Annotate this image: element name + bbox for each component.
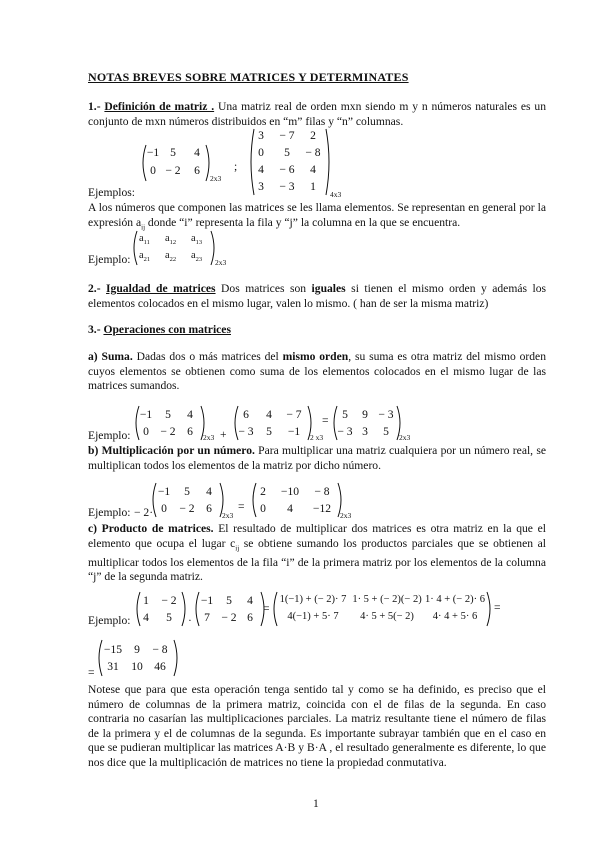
mult-label: b) Multiplicación por un número. <box>88 444 255 457</box>
matrix-cell: 5 <box>226 594 232 607</box>
prod-expansion-matrix <box>271 590 496 630</box>
matrix-cell: −1 <box>287 425 301 438</box>
text: Dadas dos o más matrices del <box>132 350 283 363</box>
index: 21 <box>143 256 151 264</box>
index: 13 <box>195 239 203 247</box>
text: El resultado de multiplicar dos matrices es otra matriz en la que el elemento que ocupa el lugar <box>88 522 546 550</box>
ejemplo-label: Ejemplo: <box>88 429 131 442</box>
matrix-cell: −15 <box>103 643 123 656</box>
text: , su suma es otra matriz del mismo orden cuyos elementos se obtienen como suma de los elementos colocados en el mismo lugar de las matrices sumandos. <box>88 350 546 393</box>
math-ba: B·A <box>307 741 327 755</box>
matrix-cell: 1(−1) + (− 2)· 7 <box>279 594 347 605</box>
matrix-cell: 5 <box>284 146 290 159</box>
letter: a <box>165 250 170 261</box>
matrix-cell: 4 <box>194 146 200 159</box>
matrix-cell: 3 <box>362 425 368 438</box>
text: A los números que componen las matrices se les llama elementos. Se representan en general por la expresión <box>88 201 546 229</box>
bold-term: iguales <box>311 282 346 295</box>
generic-matrix <box>131 229 231 269</box>
matrix-cell: 6 <box>187 425 193 438</box>
matrix-cell: 6 <box>247 611 253 624</box>
matrix-cell: 4· 5 + 5(− 2) <box>360 611 414 622</box>
section-1-paragraph <box>88 100 546 129</box>
matrix-cell: 9 <box>362 408 368 421</box>
matrix-cell: 4 <box>258 163 264 176</box>
scalar-factor: − 2· <box>134 506 154 519</box>
matrix-cell: 4 <box>143 611 149 624</box>
matrix-cell: 1· 5 + (− 2)(− 2) <box>352 594 422 605</box>
matrix-order: 4x3 <box>330 190 342 199</box>
index: 22 <box>169 256 177 264</box>
matrix-cell: 9 <box>134 643 140 656</box>
matrix-cell: − 2 <box>221 611 237 624</box>
prod-note-paragraph <box>88 683 546 771</box>
suma-matrix-b <box>232 404 332 444</box>
ejemplo-label: Ejemplo: <box>88 253 131 266</box>
section-3-heading: Operaciones con matrices <box>103 323 231 336</box>
prod-matrix-a <box>134 590 194 630</box>
matrix-cell: 0 <box>143 425 149 438</box>
document-title: NOTAS BREVES SOBRE MATRICES Y DETERMINATES <box>88 70 409 84</box>
matrix-cell: 0 <box>258 146 264 159</box>
matrix-cell: 1· 4 + (− 2)· 6 <box>425 594 485 605</box>
matrix-cell: − 2 <box>179 502 195 515</box>
matrix-cell: 6 <box>243 408 249 421</box>
matrix-order: 2x3 <box>340 511 352 520</box>
cij-symbol <box>230 537 239 550</box>
page-number: 1 <box>313 797 319 810</box>
suma-label: a) Suma. <box>88 350 133 363</box>
matrix-cell: 0 <box>260 502 266 515</box>
matrix-cell: − 8 <box>152 643 168 656</box>
text: y <box>295 741 308 755</box>
matrix-cell: −1 <box>200 594 214 607</box>
equals-sign: = <box>238 500 245 513</box>
ejemplos-label: Ejemplos: <box>88 186 136 199</box>
product-dot: · <box>188 614 192 627</box>
prod-label: c) Producto de matrices. <box>88 522 214 535</box>
matrix-cell <box>165 250 176 263</box>
matrix-cell: 4 <box>310 163 316 176</box>
matrix-cell: 3 <box>258 180 264 193</box>
matrix-order: 2 x3 <box>310 433 324 442</box>
matrix-cell: 4 <box>206 485 212 498</box>
prod-matrix-b <box>193 590 273 630</box>
matrix-cell: 0 <box>161 502 167 515</box>
matrix-cell <box>165 233 176 246</box>
matrix-cell: 5 <box>184 485 190 498</box>
text: si tienen el mismo orden y además los elementos colocados en el mismo lugar, valen lo mismo. ( han de ser la misma matriz) <box>88 282 547 310</box>
matrix-cell: −10 <box>280 485 300 498</box>
aij-index: ij <box>141 222 146 231</box>
matrix-cell: − 8 <box>314 485 330 498</box>
matrix-order: 2x3 <box>222 511 234 520</box>
index: 11 <box>143 239 150 247</box>
matrix-cell: 5 <box>166 611 172 624</box>
matrix-cell: 5 <box>266 425 272 438</box>
matrix-cell: − 2 <box>161 594 177 607</box>
index: 12 <box>169 239 177 247</box>
bold-term: mismo orden <box>282 350 349 363</box>
section-2-number: 2.- <box>88 282 101 295</box>
matrix-cell: 4 <box>187 408 193 421</box>
matrix-cell: 5 <box>170 146 176 159</box>
matrix-cell: 3 <box>258 129 264 142</box>
matrix-cell: − 7 <box>286 408 302 421</box>
letter: a <box>191 250 196 261</box>
equals-sign: = <box>494 601 501 614</box>
matrix-order: 2x3 <box>399 433 411 442</box>
text: Notese que para que esta operación tenga sentido tal y como se ha definido, es preciso que el número de columnas de la primera matriz, coincida con el de filas de la segunda. En caso contraria no casarían las multiplicaciones parciales. La matriz resultante tiene el número de filas de la primera y el de columnas de la segunda. Es importante subrayar también que en el caso en que se pudieran multiplicar las matrices <box>88 683 546 755</box>
equals-sign: = <box>263 602 270 615</box>
plus-sign: + <box>220 428 227 441</box>
letter: a <box>139 250 144 261</box>
cij-letter: c <box>230 536 236 550</box>
matrix-cell <box>139 233 150 246</box>
matrix-cell: 5 <box>165 408 171 421</box>
matrix-cell: 4· 4 + 5· 6 <box>432 611 478 622</box>
matrix-order: 2x3 <box>215 258 227 267</box>
cij-index: ij <box>235 543 240 552</box>
matrix-order: 2x3 <box>203 433 215 442</box>
example-matrix-1 <box>140 143 220 183</box>
matrix-cell: 1 <box>310 180 316 193</box>
text: donde “i” representa la fila y “j” la columna en la que se encuentra. <box>145 215 461 229</box>
matrix-cell: 4 <box>266 408 272 421</box>
aij-letter: a <box>135 215 142 229</box>
equals-sign: = <box>88 666 95 679</box>
section-1-number: 1.- <box>88 100 101 113</box>
suma-matrix-a <box>133 404 223 444</box>
letter: a <box>139 233 144 244</box>
prod-result-matrix <box>96 638 186 680</box>
matrix-cell: − 8 <box>305 146 321 159</box>
matrix-cell: 6 <box>194 164 200 177</box>
aij-symbol <box>136 216 145 229</box>
example-matrix-2 <box>248 128 348 198</box>
section-3-number: 3.- <box>88 323 101 336</box>
ejemplo-label: Ejemplo: <box>88 506 131 519</box>
section-1-heading: Definición de matriz . <box>104 100 215 113</box>
math-ab: A·B <box>275 741 296 755</box>
matrix-cell: 5 <box>342 408 348 421</box>
mult-paragraph <box>88 444 546 473</box>
matrix-cell: − 3 <box>279 180 295 193</box>
matrix-cell: −1 <box>146 146 160 159</box>
matrix-cell: 10 <box>131 660 143 673</box>
matrix-cell: − 7 <box>279 129 295 142</box>
matrix-cell: 5 <box>383 425 389 438</box>
suma-paragraph <box>88 350 546 394</box>
matrix-cell: − 3 <box>337 425 353 438</box>
section-3-heading-line <box>88 323 231 336</box>
matrix-cell: − 2 <box>160 425 176 438</box>
text: Dos matrices son <box>215 282 312 295</box>
matrix-cell: −12 <box>312 502 332 515</box>
matrix-cell <box>139 250 150 263</box>
matrix-cell: 4 <box>287 502 293 515</box>
letter: a <box>191 233 196 244</box>
text: Para multiplicar una matriz cualquiera por un número real, se multiplican todos los elementos de la matriz por dicho número. <box>88 444 546 472</box>
matrix-cell: − 2 <box>165 164 181 177</box>
equals-sign: = <box>322 414 329 427</box>
prod-paragraph <box>88 522 546 585</box>
matrix-cell: 2 <box>260 485 266 498</box>
text: se obtiene sumando los productos parciales que se obtienen al multiplicar todos los elementos de la fila “i” de la primera matriz por los elementos de la columna “j” de la segunda matriz. <box>88 536 546 584</box>
matrix-cell: 1 <box>143 594 149 607</box>
ejemplo-label: Ejemplo: <box>88 614 131 627</box>
matrix-cell: − 3 <box>378 408 394 421</box>
mult-matrix-result <box>250 481 360 521</box>
matrix-cell: −1 <box>157 485 171 498</box>
matrix-cell: 4(−1) + 5· 7 <box>287 611 339 622</box>
matrix-separator: ; <box>234 160 238 173</box>
matrix-cell <box>191 250 202 263</box>
matrix-cell: 4 <box>247 594 253 607</box>
matrix-cell: 0 <box>150 164 156 177</box>
matrix-cell: − 6 <box>279 163 295 176</box>
suma-matrix-result <box>331 404 421 444</box>
section-2-paragraph <box>88 282 546 311</box>
matrix-cell <box>191 233 202 246</box>
matrix-cell: 2 <box>310 129 316 142</box>
matrix-order: 2x3 <box>210 174 222 183</box>
text: , el resultado generalmente es diferente, lo que nos dice que la multiplicación de matrices no tiene la propiedad conmutativa. <box>88 741 546 769</box>
matrix-cell: 7 <box>204 611 210 624</box>
section-2-heading: Igualdad de matrices <box>106 282 216 295</box>
matrix-cell: 31 <box>107 660 119 673</box>
letter: a <box>165 233 170 244</box>
matrix-cell: 46 <box>154 660 166 673</box>
matrix-cell: − 3 <box>238 425 254 438</box>
matrix-cell: 6 <box>206 502 212 515</box>
index: 23 <box>195 256 203 264</box>
matrix-cell: −1 <box>139 408 153 421</box>
section-1-text: Una matriz real de orden mxn siendo m y n números naturales es un conjunto de mxn números distribuidos en “m” filas y “n” columnas. <box>88 100 546 128</box>
mult-matrix-a <box>150 481 240 521</box>
